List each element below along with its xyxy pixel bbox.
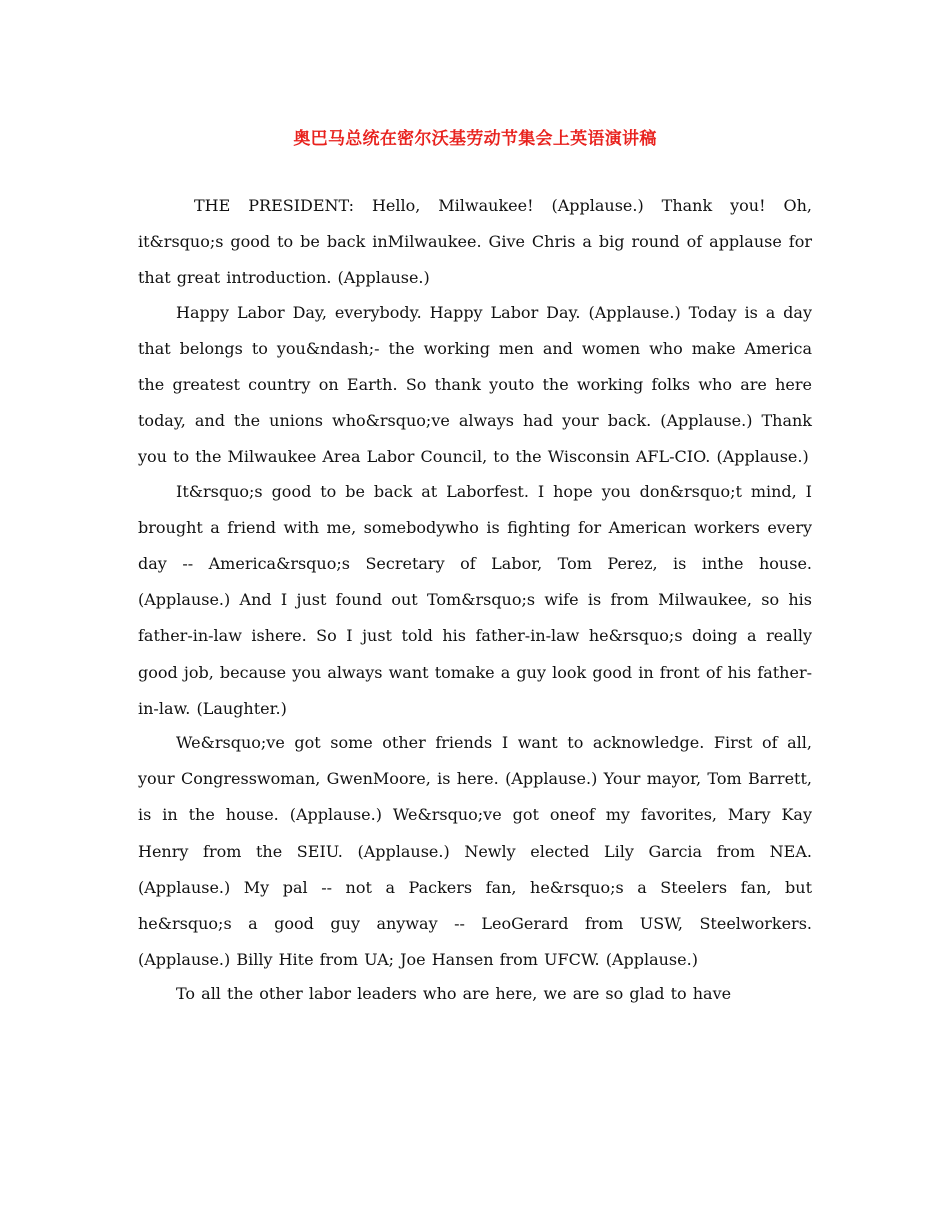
paragraph-1: THE PRESIDENT: Hello, Milwaukee! (Applause.) Thank you! Oh, it&rsquo;s good to be back inMilwaukee. Give Chris a big round of applause for that great introduction. (Applause.) <box>138 196 812 288</box>
paragraph-2: Happy Labor Day, everybody. Happy Labor Day. (Applause.) Today is a day that belongs to you&ndash;- the working men and women who make America the greatest country on Earth. So thank youto the working folks who are here today, and the unions who&rsquo;ve always had your back. (Applause.) Thank you to the Milwaukee Area Labor Council, to the Wisconsin AFL-CIO. (Applause.) <box>138 302 812 467</box>
document-title: 奥巴马总统在密尔沃基劳动节集会上英语演讲稿 <box>293 129 657 149</box>
paragraph-3: It&rsquo;s good to be back at Laborfest. I hope you don&rsquo;t mind, I brought a friend with me, somebodywho is fighting for American workers every day -- America&rsquo;s Secretary of Labor, Tom Perez, is inthe house. (Applause.) And I just found out Tom&rsquo;s wife is from Milwaukee, so his father-in-law ishere. So I just told his father-in-law he&rsquo;s doing a really good job, because you always want tomake a guy look good in front of his father-in-law. (Laughter.) <box>138 481 812 718</box>
paragraph-5: To all the other labor leaders who are here, we are so glad to have <box>176 984 732 1004</box>
document-body <box>138 188 812 1011</box>
paragraph-4: We&rsquo;ve got some other friends I want to acknowledge. First of all, your Congresswoman, GwenMoore, is here. (Applause.) Your mayor, Tom Barrett, is in the house. (Applause.) We&rsquo;ve got oneof my favorites, Mary Kay Henry from the SEIU. (Applause.) Newly elected Lily Garcia from NEA. (Applause.) My pal -- not a Packers fan, he&rsquo;s a Steelers fan, but he&rsquo;s a good guy anyway -- LeoGerard from USW, Steelworkers. (Applause.) Billy Hite from UA; Joe Hansen from UFCW. (Applause.) <box>138 733 812 970</box>
